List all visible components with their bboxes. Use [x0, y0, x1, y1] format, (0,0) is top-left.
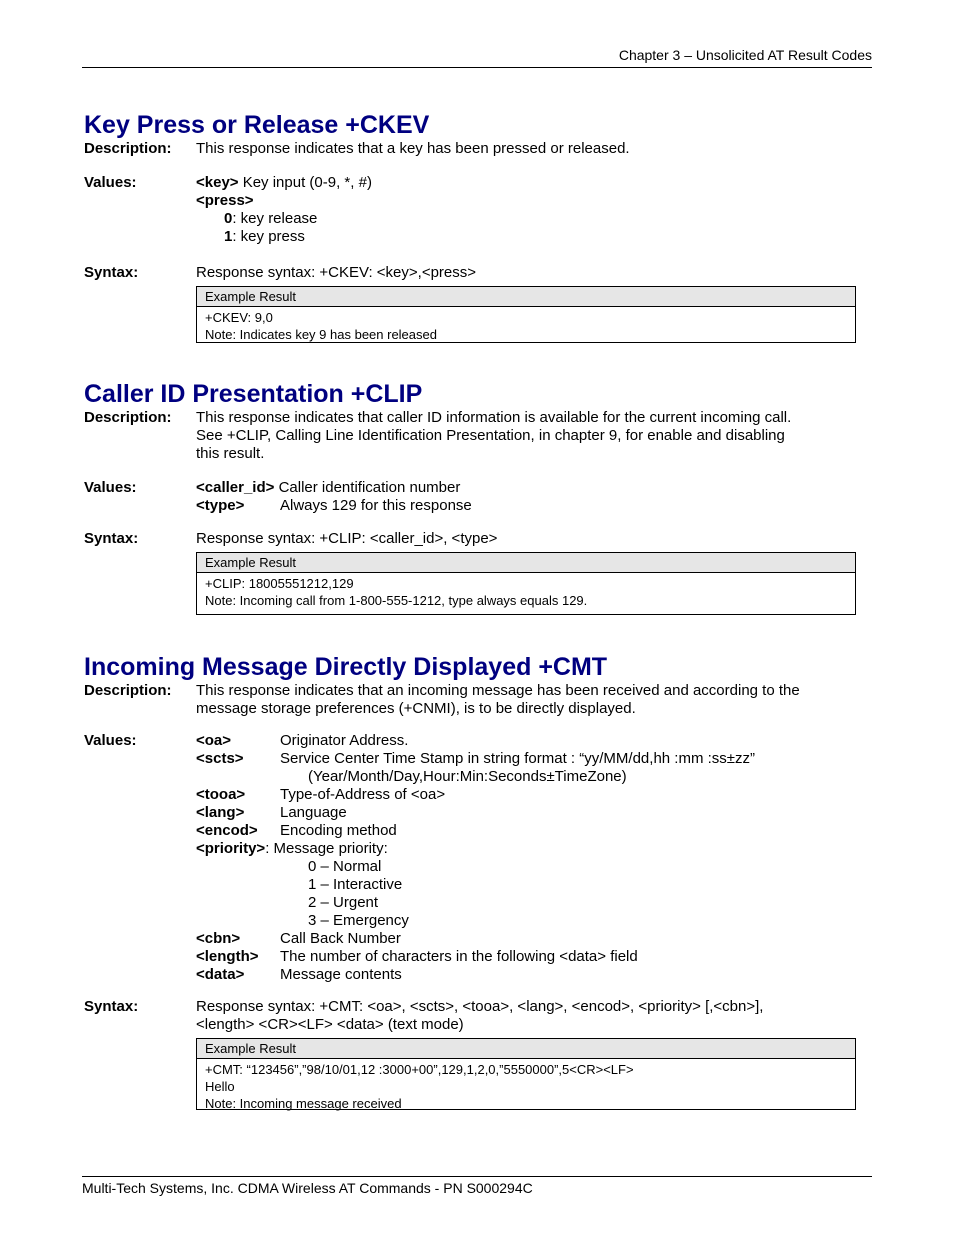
footer-text: Multi-Tech Systems, Inc. CDMA Wireless AT Commands - PN S000294C — [82, 1180, 533, 1196]
example-box-clip — [196, 552, 856, 615]
syntax-text: Response syntax: +CMT: <oa>, <scts>, <tooa>, <lang>, <encod>, <priority> [,<cbn>], — [196, 998, 764, 1015]
value-num: 0 — [224, 210, 233, 227]
example-header: Example Result — [197, 287, 855, 307]
value-text: Service Center Time Stamp in string format : “yy/MM/dd,hh :mm :ss±zz” — [280, 750, 756, 767]
description-text: This response indicates that an incoming message has been received and according to the — [196, 682, 800, 699]
value-text: Encoding method — [280, 822, 397, 839]
clip-values — [84, 479, 864, 515]
value-tag: <type> — [196, 497, 245, 514]
section-cmt — [84, 652, 864, 1034]
value-tag: <oa> — [196, 732, 232, 749]
section-title-cmt: Incoming Message Directly Displayed +CMT — [84, 653, 608, 681]
description-label: Description: — [84, 682, 172, 699]
example-line: Note: Indicates key 9 has been released — [205, 327, 437, 342]
values-label: Values: — [84, 732, 137, 749]
syntax-text: <length> <CR><LF> <data> (text mode) — [196, 1016, 464, 1033]
value-tag: <data> — [196, 966, 245, 983]
ckev-syntax — [84, 264, 864, 282]
description-label: Description: — [84, 140, 172, 157]
description-label: Description: — [84, 409, 172, 426]
value-text: Originator Address. — [280, 732, 409, 749]
section-clip — [84, 379, 864, 548]
value-tag: <press> — [196, 192, 254, 209]
syntax-label: Syntax: — [84, 264, 139, 281]
value-text: Always 129 for this response — [280, 497, 472, 514]
value-text: Key input (0-9, *, #) — [238, 174, 372, 191]
value-tag: <length> — [196, 948, 259, 965]
value-text: Type-of-Address of <oa> — [280, 786, 446, 803]
value-tag: <cbn> — [196, 930, 241, 947]
clip-syntax — [84, 530, 864, 548]
priority-item: 3 – Emergency — [308, 912, 409, 929]
page-footer — [82, 1176, 872, 1196]
example-line: +CKEV: 9,0 — [205, 310, 273, 325]
values-label: Values: — [84, 174, 137, 191]
value-tag: <priority> — [196, 840, 266, 857]
section-ckev — [84, 110, 864, 282]
example-line: +CLIP: 18005551212,129 — [205, 576, 354, 591]
syntax-text: Response syntax: +CLIP: <caller_id>, <type> — [196, 530, 498, 547]
value-text: Caller identification number — [274, 479, 461, 496]
value-tag: <encod> — [196, 822, 258, 839]
priority-item: 2 – Urgent — [308, 894, 379, 911]
values-label: Values: — [84, 479, 137, 496]
value-tag: <scts> — [196, 750, 244, 767]
example-line: Note: Incoming call from 1-800-555-1212, type always equals 129. — [205, 593, 588, 608]
value-text: Language — [280, 804, 347, 821]
value-text: Call Back Number — [280, 930, 401, 947]
value-text: The number of characters in the following <data> field — [280, 948, 638, 965]
section-title-clip: Caller ID Presentation +CLIP — [84, 380, 423, 408]
value-tag: <caller_id> — [196, 479, 275, 496]
value-text: : key release — [232, 210, 318, 227]
example-header: Example Result — [197, 1039, 855, 1059]
section-title-ckev: Key Press or Release +CKEV — [84, 111, 430, 139]
description-text: This response indicates that caller ID information is available for the current incoming call. — [196, 409, 792, 426]
example-header: Example Result — [197, 553, 855, 573]
value-text: : Message priority: — [265, 840, 388, 857]
priority-item: 1 – Interactive — [308, 876, 403, 893]
example-box-ckev — [196, 286, 856, 343]
description-text: See +CLIP, Calling Line Identification Presentation, in chapter 9, for enable and disabling — [196, 427, 785, 444]
value-tag: <lang> — [196, 804, 245, 821]
description-text: message storage preferences (+CNMI), is to be directly displayed. — [196, 700, 636, 717]
value-text: Message contents — [280, 966, 402, 983]
cmt-description — [84, 682, 864, 718]
description-text: This response indicates that a key has been pressed or released. — [196, 140, 630, 157]
value-num: 1 — [224, 228, 233, 245]
priority-item: 0 – Normal — [308, 858, 382, 875]
syntax-label: Syntax: — [84, 998, 139, 1015]
chapter-title: Chapter 3 – Unsolicited AT Result Codes — [618, 47, 872, 63]
page-header — [82, 47, 872, 68]
value-tag: <key> — [196, 174, 239, 191]
ckev-description — [84, 140, 864, 158]
cmt-syntax — [84, 998, 864, 1034]
syntax-label: Syntax: — [84, 530, 139, 547]
clip-description — [84, 409, 864, 463]
value-text: : key press — [232, 228, 305, 245]
example-line: +CMT: “123456”,”98/10/01,12 :3000+00”,129,1,2,0,”5550000”,5<CR><LF> — [205, 1062, 634, 1077]
ckev-values — [84, 174, 864, 246]
syntax-text: Response syntax: +CKEV: <key>,<press> — [196, 264, 477, 281]
example-line: Hello — [205, 1079, 235, 1094]
description-text: this result. — [196, 445, 265, 462]
value-text: (Year/Month/Day,Hour:Min:Seconds±TimeZone) — [308, 768, 627, 785]
example-box-cmt — [196, 1038, 856, 1110]
value-tag: <tooa> — [196, 786, 246, 803]
cmt-values — [84, 732, 864, 984]
example-line: Note: Incoming message received — [205, 1096, 402, 1111]
